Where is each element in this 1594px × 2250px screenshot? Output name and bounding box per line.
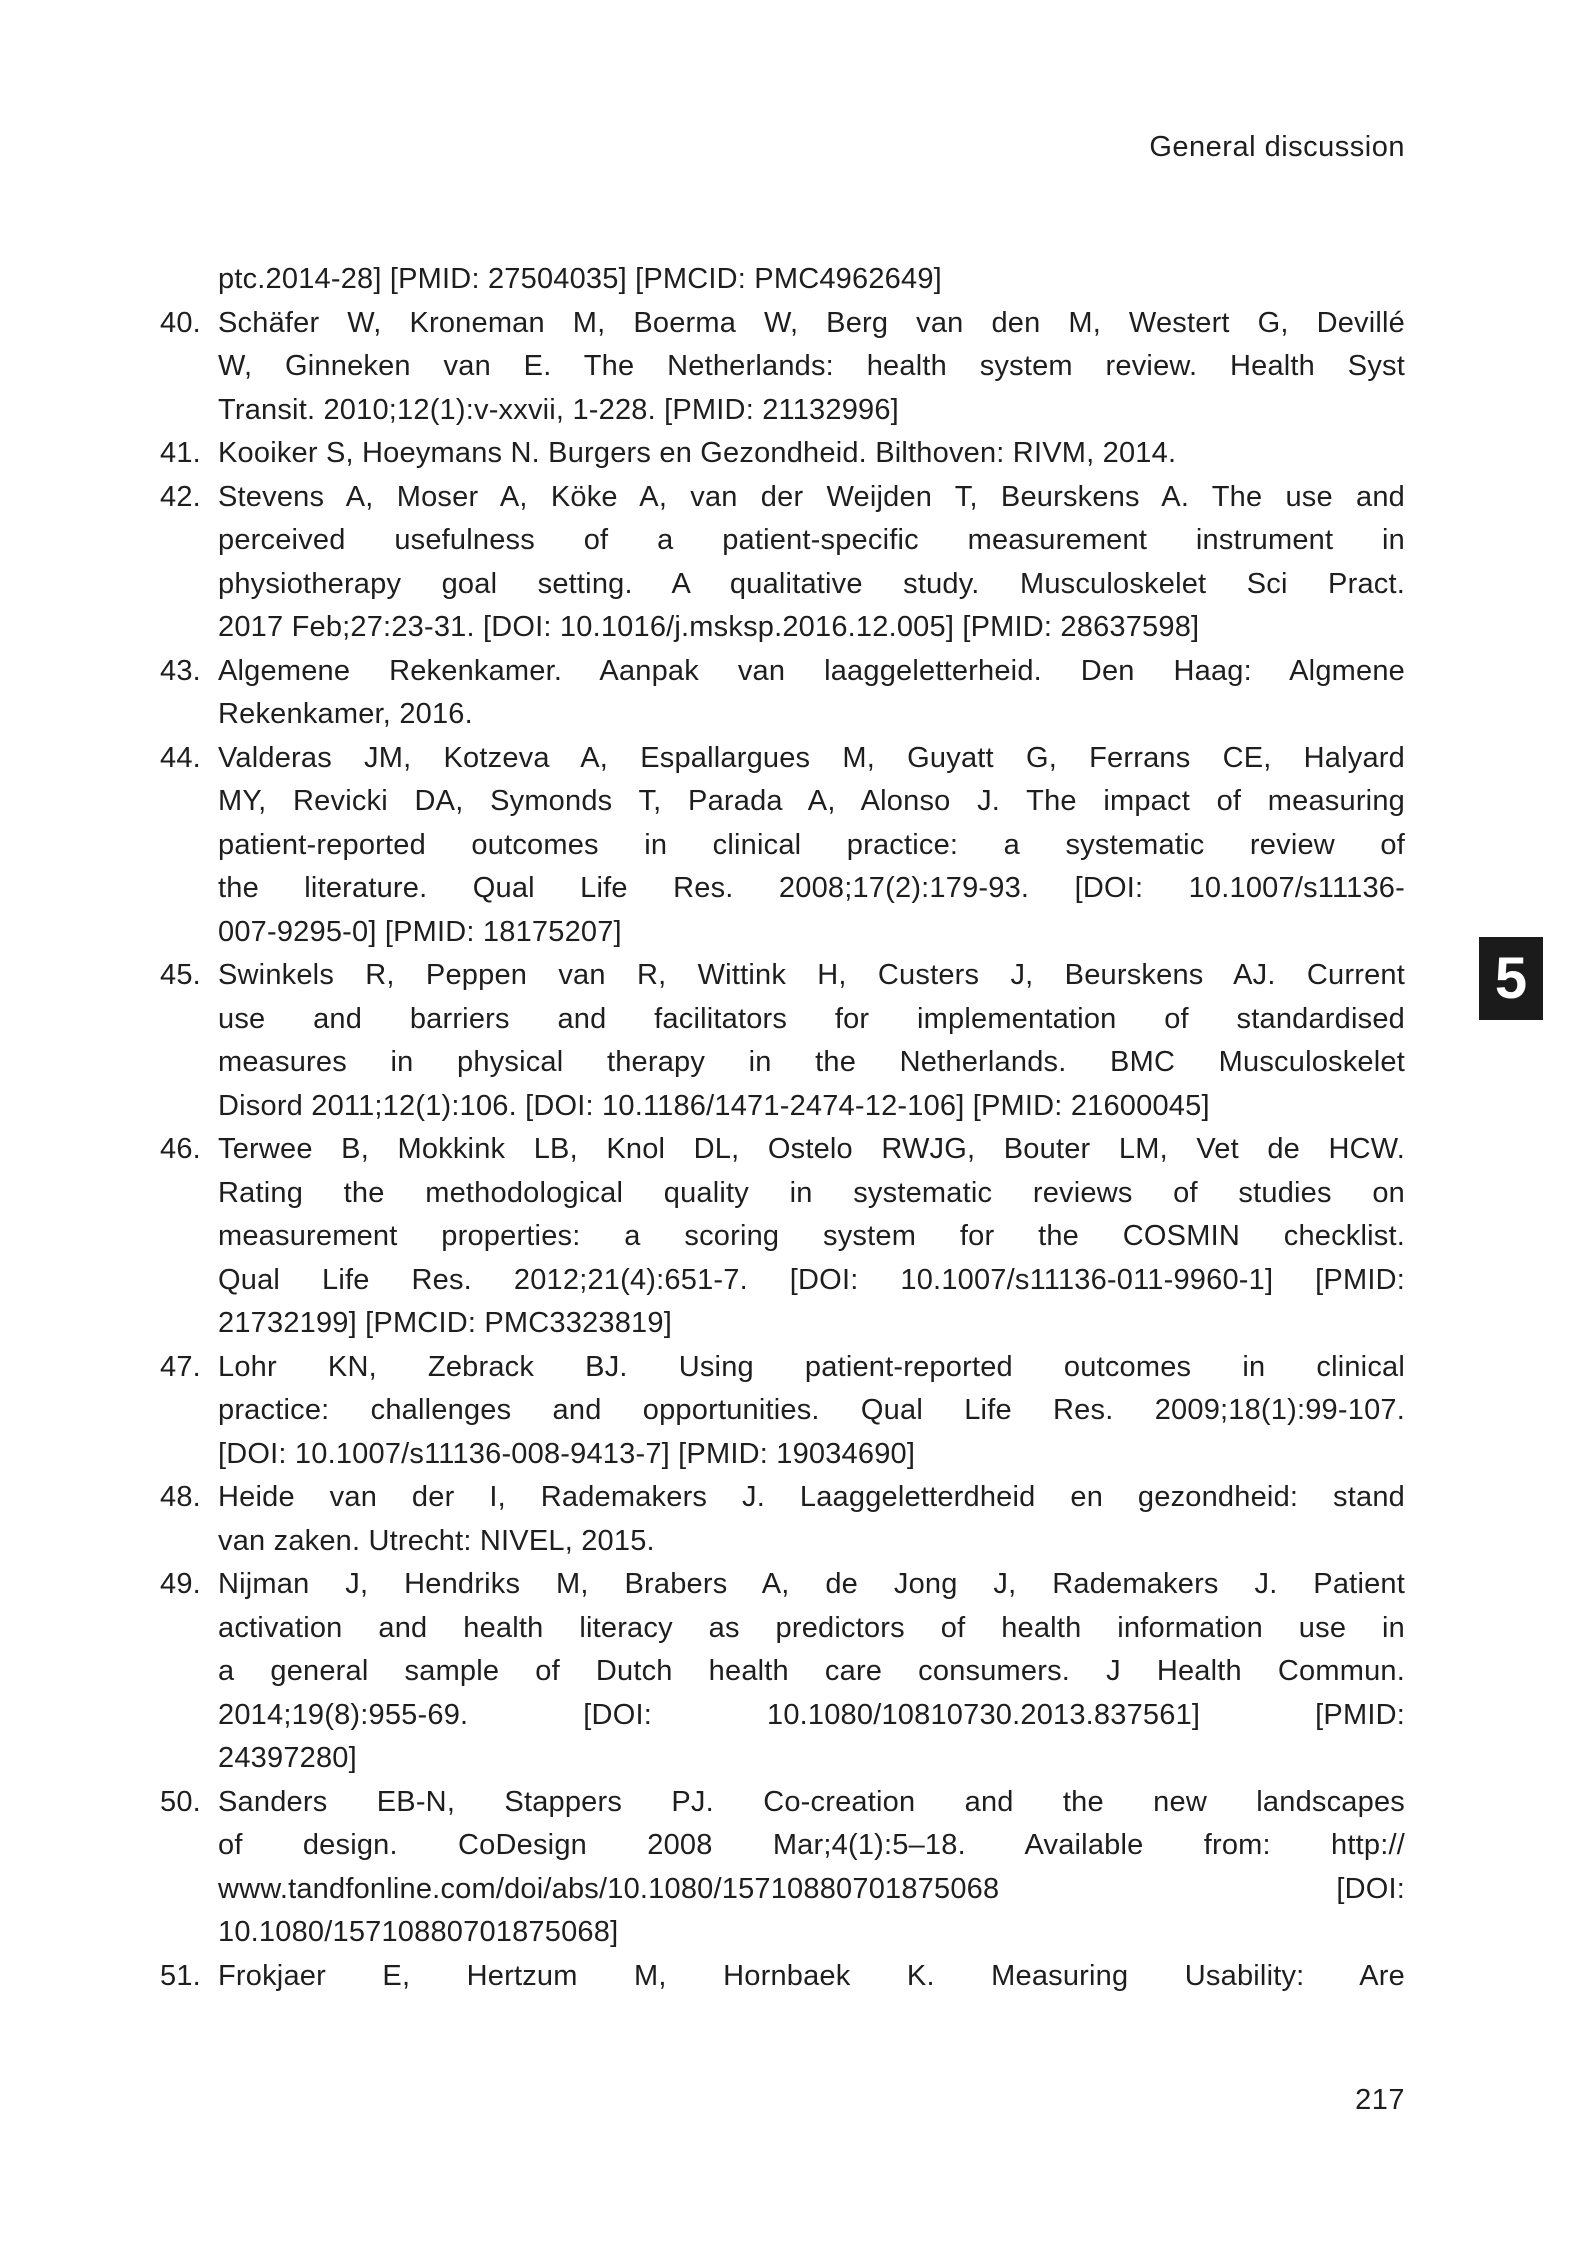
reference-line: www.tandfonline.com/doi/abs/10.1080/15710880701875068 [DOI: bbox=[218, 1872, 1405, 1905]
reference-line: Rating the methodological quality in systematic reviews of studies on bbox=[218, 1176, 1405, 1209]
reference-line: physiotherapy goal setting. A qualitative study. Musculoskelet Sci Pract. bbox=[218, 567, 1405, 600]
reference-text bbox=[218, 1563, 1405, 1781]
reference-line: of design. CoDesign 2008 Mar;4(1):5–18. Available from: http:// bbox=[218, 1829, 1405, 1861]
reference-line: practice: challenges and opportunities. Qual Life Res. 2009;18(1):99-107. bbox=[218, 1394, 1405, 1426]
reference-line: W, Ginneken van E. The Netherlands: health system review. Health Syst bbox=[218, 350, 1405, 382]
reference-line: Transit. 2010;12(1):v-xxvii, 1-228. [PMID: 21132996] bbox=[218, 393, 899, 426]
reference-line: ptc.2014-28] [PMID: 27504035] [PMCID: PMC4962649] bbox=[218, 263, 942, 295]
reference-item bbox=[160, 302, 1405, 433]
reference-text bbox=[218, 1346, 1405, 1477]
reference-item bbox=[160, 650, 1405, 737]
page-number: 217 bbox=[1355, 2084, 1405, 2116]
reference-text bbox=[218, 1955, 1405, 1999]
reference-item bbox=[160, 1781, 1405, 1955]
reference-line: Disord 2011;12(1):106. [DOI: 10.1186/1471-2474-12-106] [PMID: 21600045] bbox=[218, 1089, 1210, 1122]
reference-text bbox=[218, 476, 1405, 650]
reference-item bbox=[160, 432, 1405, 476]
reference-line: perceived usefulness of a patient-specific measurement instrument in bbox=[218, 524, 1405, 556]
reference-item bbox=[160, 1346, 1405, 1477]
reference-line: Nijman J, Hendriks M, Brabers A, de Jong J, Rademakers J. Patient bbox=[218, 1568, 1405, 1600]
reference-line: [DOI: 10.1007/s11136-008-9413-7] [PMID: 19034690] bbox=[218, 1437, 916, 1470]
reference-item bbox=[160, 1476, 1405, 1563]
reference-number: 46. bbox=[160, 1133, 201, 1165]
reference-line: 21732199] [PMCID: PMC3323819] bbox=[218, 1307, 672, 1339]
reference-line: Valderas JM, Kotzeva A, Espallargues M, Guyatt G, Ferrans CE, Halyard bbox=[218, 741, 1405, 774]
reference-number: 48. bbox=[160, 1481, 201, 1513]
reference-line: the literature. Qual Life Res. 2008;17(2):179-93. [DOI: 10.1007/s11136- bbox=[218, 872, 1405, 904]
reference-line: Heide van der I, Rademakers J. Laaggeletterdheid en gezondheid: stand bbox=[218, 1481, 1405, 1513]
reference-line: Lohr KN, Zebrack BJ. Using patient-reported outcomes in clinical bbox=[218, 1350, 1405, 1383]
reference-number: 40. bbox=[160, 306, 201, 339]
reference-number: 44. bbox=[160, 741, 201, 774]
reference-line: Kooiker S, Hoeymans N. Burgers en Gezondheid. Bilthoven: RIVM, 2014. bbox=[218, 437, 1177, 469]
reference-item bbox=[160, 1563, 1405, 1781]
reference-line: Qual Life Res. 2012;21(4):651-7. [DOI: 10.1007/s11136-011-9960-1] [PMID: bbox=[218, 1263, 1405, 1296]
chapter-tab bbox=[1479, 937, 1543, 1020]
reference-line: 24397280] bbox=[218, 1742, 357, 1774]
reference-line: Swinkels R, Peppen van R, Wittink H, Custers J, Beurskens AJ. Current bbox=[218, 959, 1405, 991]
reference-text bbox=[218, 1476, 1405, 1563]
reference-item bbox=[160, 1955, 1405, 1999]
reference-line: Frokjaer E, Hertzum M, Hornbaek K. Measuring Usability: Are bbox=[218, 1959, 1405, 1992]
reference-item bbox=[160, 1128, 1405, 1346]
chapter-tab-number: 5 bbox=[1494, 946, 1528, 1011]
reference-line: measurement properties: a scoring system for the COSMIN checklist. bbox=[218, 1220, 1405, 1252]
page-title: General discussion bbox=[1149, 131, 1405, 163]
reference-number: 51. bbox=[160, 1959, 201, 1992]
reference-line: Stevens A, Moser A, Köke A, van der Weijden T, Beurskens A. The use and bbox=[218, 480, 1405, 513]
reference-text bbox=[218, 650, 1405, 737]
reference-text bbox=[218, 954, 1405, 1128]
reference-list bbox=[160, 258, 1405, 1998]
reference-line: activation and health literacy as predictors of health information use in bbox=[218, 1611, 1405, 1644]
reference-number: 41. bbox=[160, 437, 201, 469]
reference-item bbox=[160, 258, 1405, 302]
reference-text bbox=[218, 1781, 1405, 1955]
reference-text bbox=[218, 737, 1405, 955]
reference-line: Schäfer W, Kroneman M, Boerma W, Berg van den M, Westert G, Devillé bbox=[218, 306, 1405, 339]
reference-line: 2014;19(8):955-69. [DOI: 10.1080/10810730.2013.837561] [PMID: bbox=[218, 1698, 1405, 1731]
reference-line: van zaken. Utrecht: NIVEL, 2015. bbox=[218, 1524, 655, 1557]
reference-line: 007-9295-0] [PMID: 18175207] bbox=[218, 915, 622, 948]
reference-line: a general sample of Dutch health care consumers. J Health Commun. bbox=[218, 1655, 1405, 1687]
reference-text bbox=[218, 302, 1405, 433]
reference-number: 50. bbox=[160, 1785, 201, 1818]
reference-text bbox=[218, 258, 1405, 302]
reference-line: Rekenkamer, 2016. bbox=[218, 698, 473, 730]
reference-text bbox=[218, 432, 1405, 476]
reference-number: 42. bbox=[160, 480, 201, 513]
reference-item bbox=[160, 737, 1405, 955]
reference-line: MY, Revicki DA, Symonds T, Parada A, Alonso J. The impact of measuring bbox=[218, 785, 1405, 817]
reference-item bbox=[160, 954, 1405, 1128]
reference-line: use and barriers and facilitators for implementation of standardised bbox=[218, 1002, 1405, 1035]
reference-number: 45. bbox=[160, 959, 201, 991]
reference-item bbox=[160, 476, 1405, 650]
reference-line: Terwee B, Mokkink LB, Knol DL, Ostelo RWJG, Bouter LM, Vet de HCW. bbox=[218, 1133, 1405, 1165]
reference-line: Algemene Rekenkamer. Aanpak van laaggeletterheid. Den Haag: Algmene bbox=[218, 654, 1405, 687]
reference-line: Sanders EB-N, Stappers PJ. Co-creation and the new landscapes bbox=[218, 1785, 1405, 1818]
reference-text bbox=[218, 1128, 1405, 1346]
reference-number: 49. bbox=[160, 1568, 201, 1600]
reference-number: 47. bbox=[160, 1350, 201, 1383]
reference-line: measures in physical therapy in the Netherlands. BMC Musculoskelet bbox=[218, 1046, 1405, 1078]
reference-number: 43. bbox=[160, 654, 201, 687]
reference-line: 2017 Feb;27:23-31. [DOI: 10.1016/j.msksp.2016.12.005] [PMID: 28637598] bbox=[218, 611, 1200, 643]
reference-line: 10.1080/15710880701875068] bbox=[218, 1916, 619, 1948]
reference-line: patient-reported outcomes in clinical practice: a systematic review of bbox=[218, 828, 1405, 861]
